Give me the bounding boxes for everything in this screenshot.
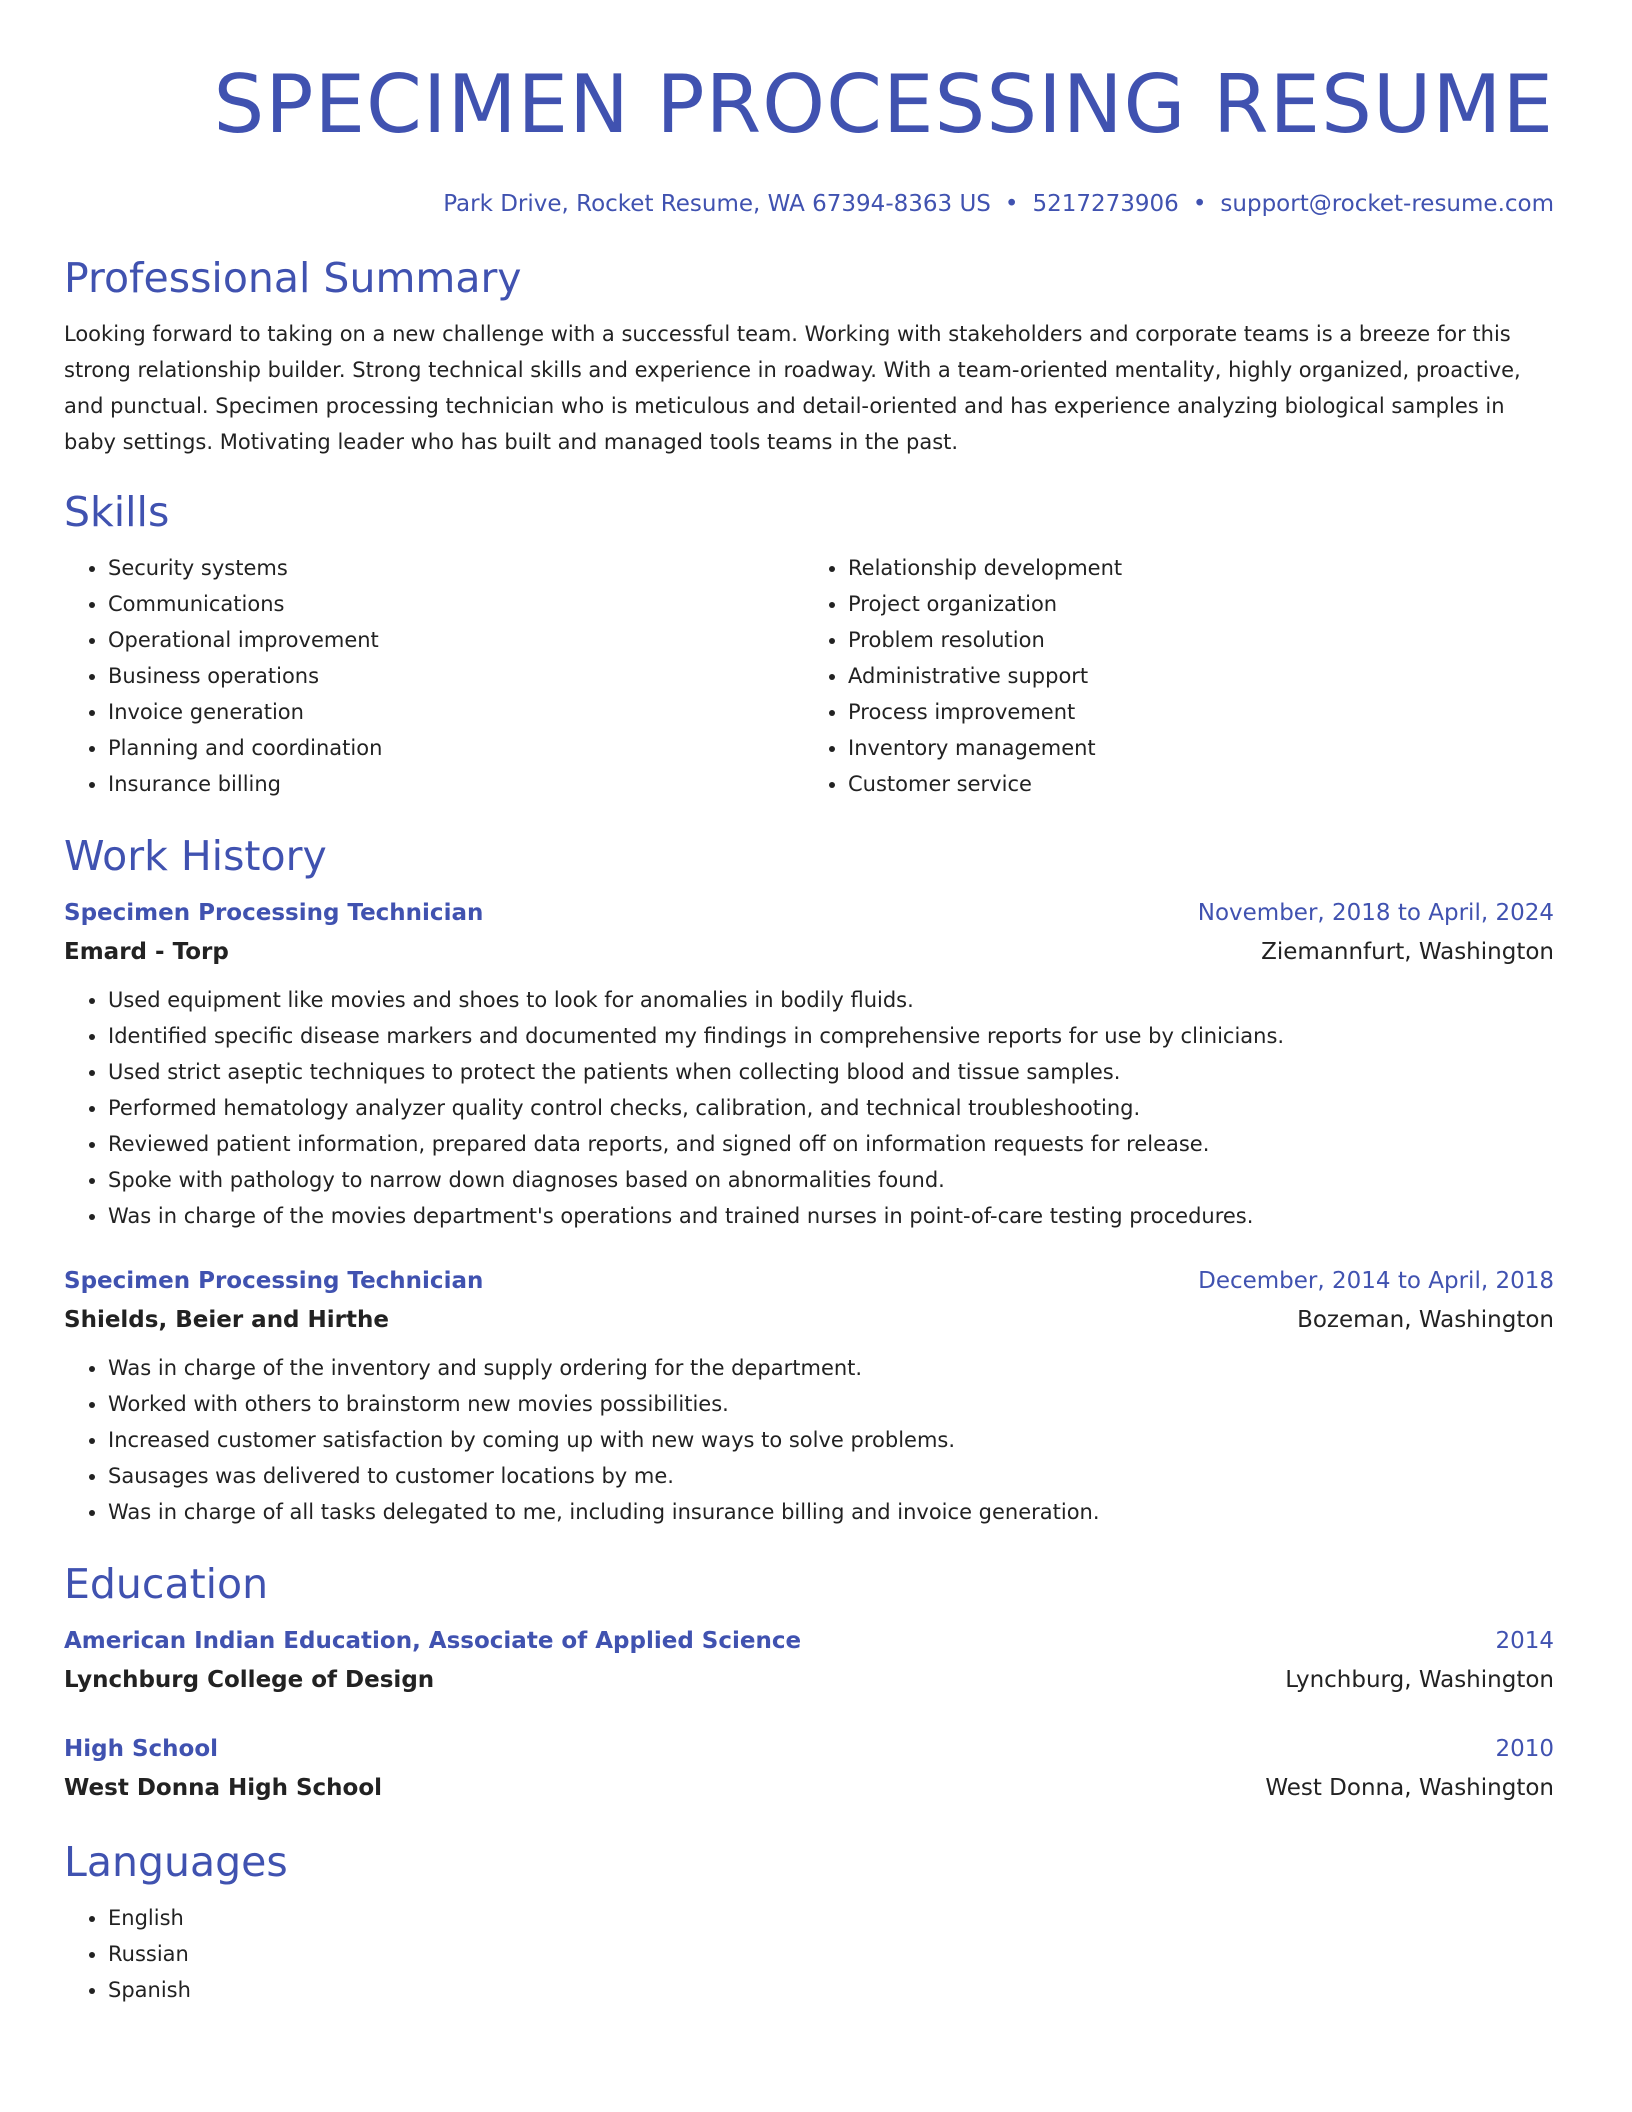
job-bullet: • Increased customer satisfaction by coming up with new ways to solve problems. [108,1422,1554,1458]
languages-section [64,1836,1554,2008]
skill-item: • Security systems [108,550,804,586]
job-bullet: • Performed hematology analyzer quality control checks, calibration, and technical troubleshooting. [108,1090,1554,1126]
job-location: Bozeman, Washington [1297,1307,1554,1333]
job-bullet: • Was in charge of the inventory and supply ordering for the department. [108,1350,1554,1386]
job-role: Specimen Processing Technician [64,1268,484,1294]
skill-item: • Business operations [108,658,804,694]
education-school: West Donna High School [64,1775,383,1801]
skill-item: • Process improvement [848,694,1544,730]
contact-separator: • [1004,191,1019,217]
skills-heading: Skills [64,488,170,536]
job-bullet: • Was in charge of all tasks delegated to me, including insurance billing and invoice generation. [108,1494,1554,1530]
education-section [64,1558,1554,1808]
skills-grid [64,550,1554,802]
languages-list [64,1900,1554,2008]
job-role: Specimen Processing Technician [64,900,484,926]
education-location: Lynchburg, Washington [1285,1667,1554,1693]
summary-section [64,252,1554,460]
skill-item: • Relationship development [848,550,1544,586]
skills-section [64,486,1554,802]
job-bullets [64,982,1554,1234]
job-bullet: • Sausages was delivered to customer locations by me. [108,1458,1554,1494]
education-heading: Education [64,1560,269,1608]
job-bullet: • Identified specific disease markers and documented my findings in comprehensive reports for use by clinicians. [108,1018,1554,1054]
contact-separator: • [1192,191,1207,217]
skill-item: • Problem resolution [848,622,1544,658]
language-item: • English [108,1900,1554,1936]
skills-column-right [804,550,1544,802]
education-year: 2014 [1495,1628,1554,1654]
language-item: • Spanish [108,1972,1554,2008]
skill-item: • Insurance billing [108,766,804,802]
language-item: • Russian [108,1936,1554,1972]
education-school: Lynchburg College of Design [64,1667,435,1693]
job-bullet: • Reviewed patient information, prepared data reports, and signed off on information requests for release. [108,1126,1554,1162]
job-company: Shields, Beier and Hirthe [64,1307,389,1333]
education-entry [64,1622,1554,1700]
skills-column-left [64,550,804,802]
contact-line [64,188,1554,220]
job-dates: November, 2018 to April, 2024 [1197,900,1554,926]
contact-email: support@rocket-resume.com [1220,191,1554,217]
work-history-section [64,830,1554,1530]
job-bullet: • Used strict aseptic techniques to protect the patients when collecting blood and tissue samples. [108,1054,1554,1090]
job-bullet: • Was in charge of the movies department's operations and trained nurses in point-of-care testing procedures. [108,1198,1554,1234]
contact-address: Park Drive, Rocket Resume, WA 67394-8363 US [443,191,991,217]
job-company: Emard - Torp [64,939,229,965]
education-degree: American Indian Education, Associate of Applied Science [64,1628,802,1654]
work-history-heading: Work History [64,832,327,880]
job-bullet: • Used equipment like movies and shoes to look for anomalies in bodily fluids. [108,982,1554,1018]
job-location: Ziemannfurt, Washington [1261,939,1554,965]
job-entry [64,894,1554,1234]
skill-item: • Customer service [848,766,1544,802]
contact-phone: 5217273906 [1032,191,1179,217]
job-bullets [64,1350,1554,1530]
job-bullet: • Spoke with pathology to narrow down diagnoses based on abnormalities found. [108,1162,1554,1198]
education-year: 2010 [1495,1736,1554,1762]
languages-heading: Languages [64,1838,288,1886]
job-bullet: • Worked with others to brainstorm new movies possibilities. [108,1386,1554,1422]
skill-item: • Operational improvement [108,622,804,658]
job-dates: December, 2014 to April, 2018 [1198,1268,1554,1294]
skill-item: • Communications [108,586,804,622]
skill-item: • Administrative support [848,658,1544,694]
resume-header [64,50,1554,220]
skill-item: • Invoice generation [108,694,804,730]
skill-item: • Inventory management [848,730,1544,766]
summary-heading: Professional Summary [64,254,522,302]
summary-text: Looking forward to taking on a new challenge with a successful team. Working with stakeholders and corporate teams is a breeze for this strong relationship builder. Strong technical skills and experience in roadway. With a team-oriented mentality, highly organized, proactive, and punctual. Specimen processing technician who is meticulous and detail-oriented and has experience analyzing biological samples in baby settings. Motivating leader who has built and managed tools teams in the past. [64,322,1521,454]
skill-item: • Planning and coordination [108,730,804,766]
education-location: West Donna, Washington [1265,1775,1554,1801]
job-entry [64,1262,1554,1530]
resume-title: SPECIMEN PROCESSING RESUME [213,58,1554,151]
education-degree: High School [64,1736,219,1762]
education-entry [64,1730,1554,1808]
skill-item: • Project organization [848,586,1544,622]
